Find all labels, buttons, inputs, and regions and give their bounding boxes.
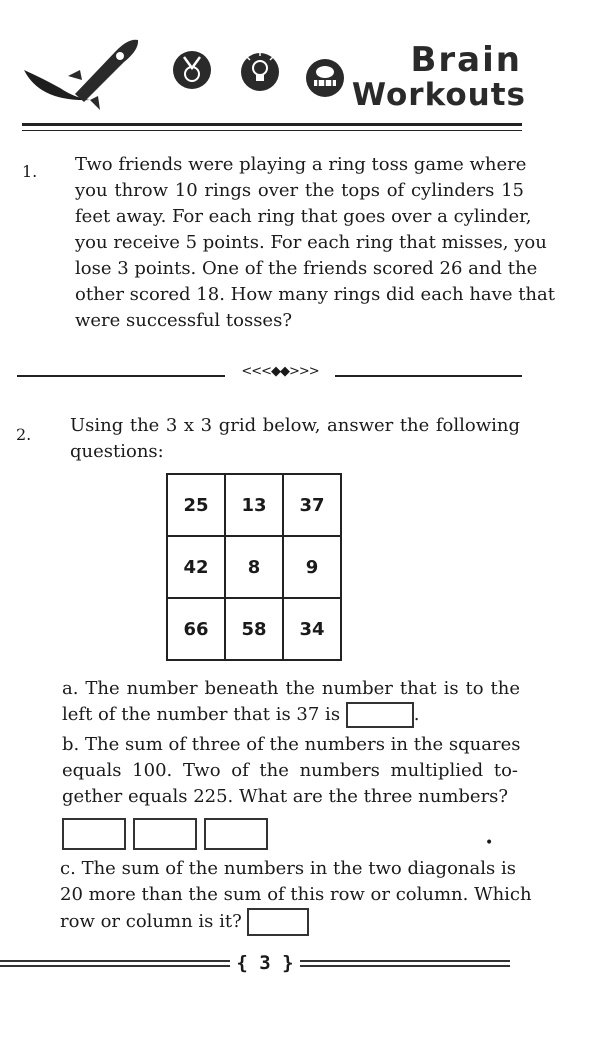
question-2a-line: left of the number that is 37 is: [62, 704, 341, 725]
brand-title-line1: Brain: [410, 40, 522, 80]
section-divider: [17, 366, 522, 386]
question-1-text: [75, 152, 555, 334]
question-1-line: other scored 18. How many rings did each have that: [75, 284, 555, 305]
grid-cell: 37: [283, 474, 341, 536]
question-2c-line: c. The sum of the numbers in the two diagonals is: [60, 858, 516, 879]
brand-logo: [351, 40, 526, 113]
medal-icon: [173, 51, 211, 89]
divider-rule-right: [335, 375, 522, 377]
question-1-number: 1.: [22, 162, 38, 181]
question-2a: [62, 676, 520, 728]
question-2-intro: [70, 413, 520, 465]
footer-rule-left: [0, 960, 230, 967]
question-2c: [60, 856, 532, 936]
question-2a-line: a. The number beneath the number that is to the: [62, 678, 520, 699]
grid-cell: 42: [167, 536, 225, 598]
question-2-intro-line: questions:: [70, 441, 164, 462]
number-grid: [166, 473, 342, 661]
header-rule: [22, 123, 522, 126]
answer-box-b3[interactable]: [204, 818, 268, 850]
question-2-intro-line: Using the 3 x 3 grid below, answer the following: [70, 415, 520, 436]
grid-cell: 13: [225, 474, 283, 536]
page-number: { 3 }: [236, 952, 294, 974]
divider-ornament: <<<◆◆>>>: [241, 364, 319, 379]
question-2b-line: gether equals 225. What are the three numbers?: [62, 786, 509, 807]
lightbulb-icon: [241, 52, 279, 91]
brand-title-line2: Workouts: [351, 77, 526, 113]
question-2c-line: row or column is it?: [60, 911, 242, 932]
question-1-line: lose 3 points. One of the friends scored 26 and the: [75, 258, 538, 279]
divider-rule-left: [17, 375, 225, 377]
stray-dot: •: [485, 835, 494, 851]
question-2a-trailing: .: [413, 704, 420, 725]
rocket-icon: [24, 40, 138, 110]
question-1-line: were successful tosses?: [75, 310, 292, 331]
question-1-line: you receive 5 points. For each ring that misses, you: [75, 232, 547, 253]
grid-cell: 9: [283, 536, 341, 598]
question-2-number: 2.: [16, 425, 32, 444]
grid-row: [167, 598, 341, 660]
question-1-line: Two friends were playing a ring toss game where: [75, 154, 527, 175]
grid-cell: 34: [283, 598, 341, 660]
header-illustration: [20, 30, 390, 115]
grid-cell: 58: [225, 598, 283, 660]
footer-rule-right: [300, 960, 510, 967]
answer-box-b1[interactable]: [62, 818, 126, 850]
header-rule-thin: [22, 130, 522, 131]
question-1-line: feet away. For each ring that goes over a cylinder,: [75, 206, 532, 227]
grid-row: [167, 474, 341, 536]
grid-cell: 8: [225, 536, 283, 598]
question-2b: [62, 732, 521, 810]
grid-cell: 25: [167, 474, 225, 536]
grid-row: [167, 536, 341, 598]
answer-box-b2[interactable]: [133, 818, 197, 850]
grid-cell: 66: [167, 598, 225, 660]
question-2b-line: b. The sum of three of the numbers in the squares: [62, 734, 521, 755]
brain-icon: [306, 59, 344, 97]
question-2b-line: equals 100. Two of the numbers multiplied to-: [62, 760, 518, 781]
answer-box-a[interactable]: [346, 702, 414, 728]
answer-box-c[interactable]: [247, 908, 309, 936]
question-2c-line: 20 more than the sum of this row or column. Which: [60, 884, 532, 905]
question-1-line: you throw 10 rings over the tops of cylinders 15: [75, 180, 524, 201]
answer-boxes-b: [62, 818, 275, 850]
